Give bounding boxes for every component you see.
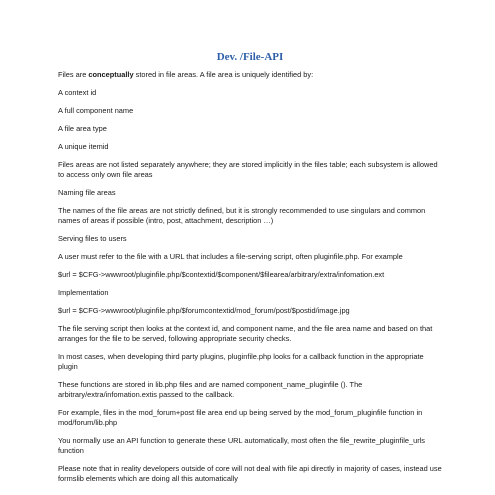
intro-text-end: stored in file areas. A file area is uniquely identified by: (133, 70, 314, 79)
third-party-plugins-paragraph: In most cases, when developing third party plugins, pluginfile.php looks for a callback function in the appropriate plugin (58, 352, 424, 371)
identifier-item-component-name: A full component name (58, 106, 134, 115)
developer-note-paragraph: Please note that in reality developers outside of core will not deal with file api directly in majority of cases, instead use formslib elements which are doing all this automatically (58, 464, 442, 483)
identifier-item-file-area-type: A file area type (58, 124, 107, 133)
not-listed-paragraph: Files areas are not listed separately anywhere; they are stored implicitly in the files table; each subsystem is allowed to access only own file areas (58, 160, 438, 179)
naming-paragraph: The names of the file areas are not strictly defined, but it is strongly recommended to use singulars and common names of areas if possible (intro, post, attachment, description …) (58, 206, 426, 225)
url-template-line: $url = $CFG->wwwroot/pluginfile.php/$contextid/$component/$filearea/arbitrary/extra/infomation.ext (58, 270, 385, 279)
intro-paragraph (58, 70, 442, 80)
forum-example-paragraph: For example, files in the mod_forum+post file area end up being served by the mod_forum_pluginfile function in mod/forum/lib.php (58, 408, 423, 427)
intro-text-start: Files are (58, 70, 89, 79)
serving-paragraph: A user must refer to the file with a URL that includes a file-serving script, often pluginfile.php. For example (58, 252, 403, 261)
callback-functions-paragraph: These functions are stored in lib.php files and are named component_name_pluginfile (). The arbitrary/extra/infomation.extis passed to the callback. (58, 380, 363, 399)
url-example-line: $url = $CFG->wwwroot/pluginfile.php/$forumcontextid/mod_forum/post/$postid/image.jpg (58, 306, 350, 315)
identifier-item-itemid: A unique itemid (58, 142, 109, 151)
implementation-heading: Implementation (58, 288, 109, 297)
api-function-paragraph: You normally use an API function to generate these URL automatically, most often the file_rewrite_pluginfile_urls function (58, 436, 425, 455)
document-page (58, 0, 442, 492)
identifier-item-context-id: A context id (58, 88, 97, 97)
page-title: Dev. /File-API (216, 51, 284, 63)
serving-heading: Serving files to users (58, 234, 127, 243)
intro-bold-word: conceptually (88, 70, 134, 79)
file-serving-script-paragraph: The file serving script then looks at the context id, and component name, and the file area name and based on that arranges for the file to be served, following appropriate security checks. (58, 324, 433, 343)
naming-heading: Naming file areas (58, 188, 116, 197)
